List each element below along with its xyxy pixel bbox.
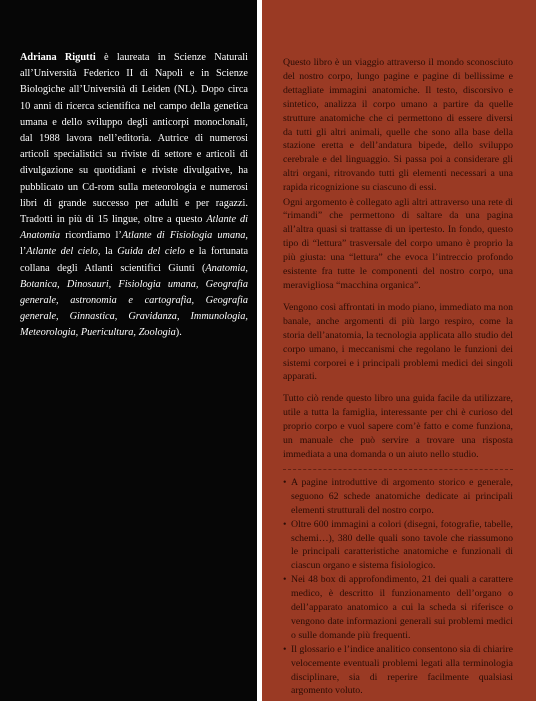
series-title-list: Anatomia, Botanica, Dinosauri, Fisiologia umana, Geografia generale, astronomia e cartografia, Geografia generale, Ginnastica, Gravidanza, Immunologia, Meteorologia, Puericultura, Zoologia — [20, 262, 248, 339]
description-paragraph: Ogni argomento è collegato agli altri attraverso una rete di “rimandi” che permettono di saltare da una pagina all’altra quasi si trattasse di un ipertesto. In fondo, questo tipo di “lettura” trasversale del corpo umano è proprio la più giusta: una “lettura” che evoca l’intreccio profondo esistente fra tutte le componenti del nostro corpo, una meravigliosa “macchina organica”. — [283, 196, 513, 291]
section-divider — [283, 469, 513, 470]
description-paragraph: Questo libro è un viaggio attraverso il mondo sconosciuto del nostro corpo, lungo pagine e pagine di bellissime e dettagliate immagini anatomiche. Il testo, discorsivo e sintetico, analizza il corpo umano a partire da quelle strutture anatomiche che ci permettono di essere diversi da tutti gli altri animali, quelle che sono alla base della stazione eretta e dell’andatura bipede, dello sviluppo cerebrale e del linguaggio. Si passa poi a considerare gli altri organi, ritrovando tutti gli elementi necessari a una rapida ricognizione su ciascuno di essi. — [283, 57, 513, 194]
book-title-atlante-cielo: Atlante del cielo — [26, 246, 98, 258]
bio-text: ricordiamo l’ — [60, 230, 122, 242]
bio-text: , la — [97, 246, 118, 258]
description-paragraph: Tutto ciò rende questo libro una guida facile da utilizzare, utile a tutta la famiglia, interessante per chi è curioso del proprio corpo e vuol sapere com’è fatto e come funziona, un manuale che può servire a trovare una risposta immediata a una domanda o un aiuto nello studio. — [283, 393, 513, 460]
feature-item: • Nei 48 box di approfondimento, 21 dei quali a carattere medico, è descritto il funzionamento dell’organo o dell’apparato anatomico a cui la scheda si riferisce o vengono date informazioni generali sui problemi medici o sulle domande più frequenti. — [283, 573, 513, 643]
bio-text: , l’ — [20, 230, 248, 258]
feature-item: • Oltre 600 immagini a colori (disegni, fotografie, tabelle, schemi…), 380 delle quali sono tavole che riassumono le principali caratteristiche anatomiche e funzionali di ciascun organo e sistema fisiologico. — [283, 518, 513, 574]
book-title-atlante-fisiologia: Atlante di Fisiologia umana — [121, 230, 246, 242]
author-name: Adriana Rigutti — [20, 52, 96, 63]
author-bio — [20, 50, 248, 342]
book-title-atlante-anatomia: Atlante di Anatomia — [20, 214, 248, 242]
feature-item: • Il glossario e l’indice analitico consentono sia di chiarire velocemente eventuali problemi legati alla terminologia disciplinare, sia di reperire facilmente qualsiasi argomento voluto. — [283, 643, 513, 699]
author-flap — [0, 0, 257, 701]
book-description — [283, 56, 513, 698]
feature-list — [283, 476, 513, 699]
bio-text: ). — [175, 327, 182, 339]
book-title-guida-cielo: Guida del cielo — [117, 246, 185, 258]
feature-item: • A pagine introduttive di argomento storico e generale, seguono 62 schede anatomiche dedicate ai principali elementi strutturali del nostro corpo. — [283, 476, 513, 518]
description-paragraph: Vengono così affrontati in modo piano, immediato ma non banale, anche argomenti di più largo respiro, come la storia dell’anatomia, la tecnologia applicata allo studio del corpo umano, i meccanismi che regolano le funzioni dei sistemi corporei e i principali problemi medici dei singoli apparati. — [283, 301, 513, 383]
bio-text: è laureata in Scienze Naturali all’Università Federico II di Napoli e in Scienze Biologiche all’Università di Leiden (NL). Dopo circa 10 anni di ricerca scientifica nel campo della genetica umana e dello sviluppo degli anticorpi monoclonali, dal 1988 lavora nell’editoria. Autrice di numerosi articoli specialistici su riviste di settore e articoli di divulgazione su quotidiani e riviste divulgative, ha pubblicato un Cd-rom sulla meteorologia e numerosi libri di grande successo per adulti e per ragazzi. Tradotti in più di 15 lingue, oltre a questo — [20, 52, 248, 226]
bio-text: e la fortunata collana degli Atlanti scientifici Giunti ( — [20, 246, 249, 274]
